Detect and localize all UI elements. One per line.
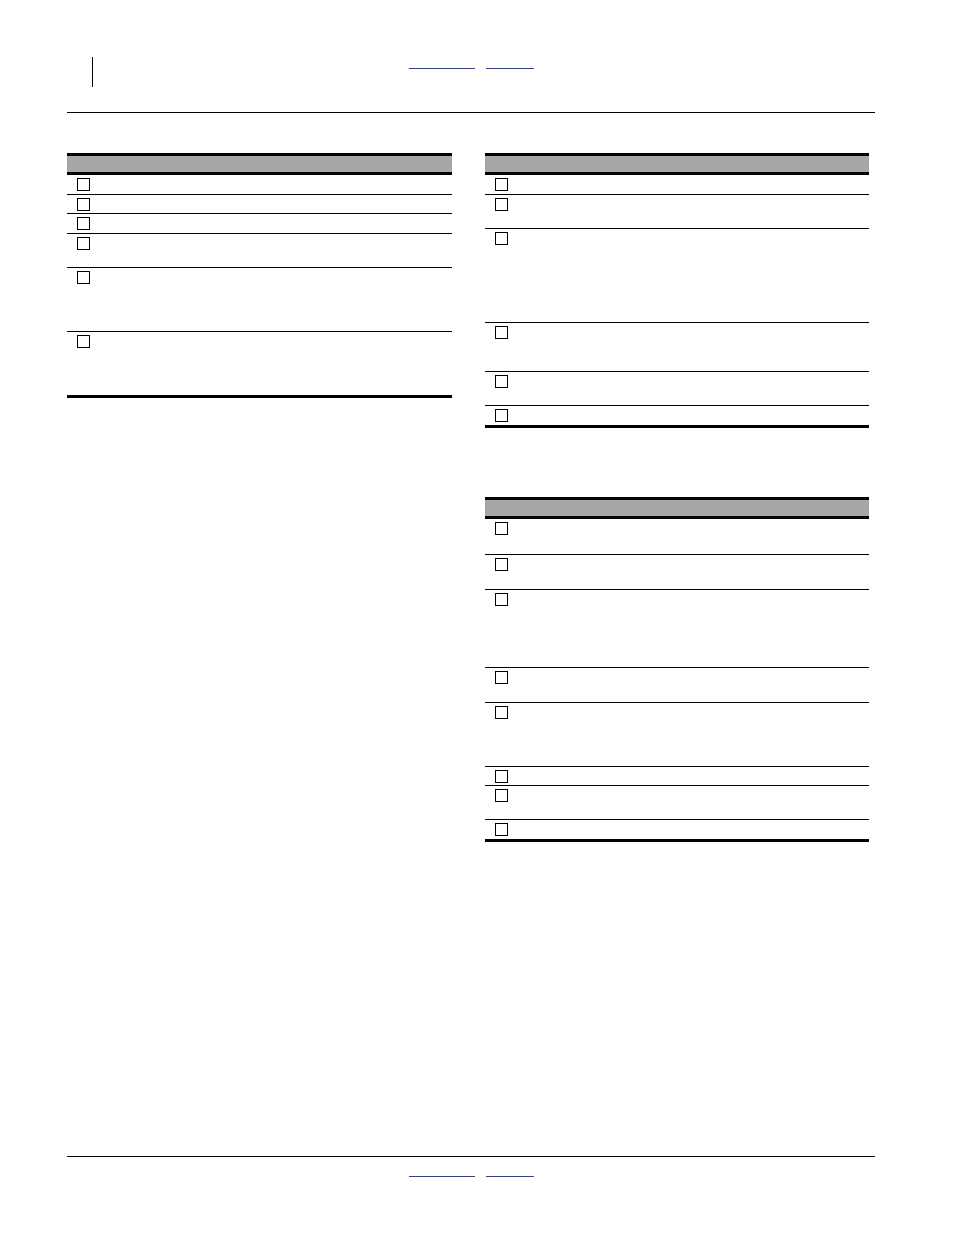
checkbox[interactable]	[495, 823, 508, 836]
checklist-item	[485, 703, 869, 767]
checklist-item	[67, 195, 452, 214]
checkbox[interactable]	[495, 522, 508, 535]
header-link-1[interactable]	[409, 68, 475, 69]
checklist-item	[485, 767, 869, 786]
checkbox[interactable]	[495, 671, 508, 684]
checklist-item	[485, 668, 869, 703]
checkbox[interactable]	[495, 375, 508, 388]
checklist-item	[67, 214, 452, 234]
checkbox[interactable]	[495, 593, 508, 606]
checklist-item	[67, 332, 452, 398]
checklist-item	[67, 268, 452, 332]
checklist-item	[485, 820, 869, 842]
checklist-item	[485, 406, 869, 428]
checklist-right-bottom	[485, 497, 869, 842]
checklist-right-top	[485, 153, 869, 428]
checklist-header	[485, 497, 869, 519]
checklist-item	[485, 175, 869, 195]
checkbox[interactable]	[77, 335, 90, 348]
checklist-item	[485, 786, 869, 820]
footer-rule	[67, 1156, 875, 1157]
checkbox[interactable]	[495, 409, 508, 422]
checkbox[interactable]	[77, 271, 90, 284]
footer-link-2[interactable]	[486, 1176, 534, 1177]
checkbox[interactable]	[495, 558, 508, 571]
checklist-item	[485, 229, 869, 323]
header-margin-bar	[92, 57, 93, 87]
checkbox[interactable]	[77, 217, 90, 230]
checkbox[interactable]	[77, 198, 90, 211]
header-rule	[67, 112, 875, 113]
checkbox[interactable]	[495, 178, 508, 191]
checklist-item	[485, 590, 869, 668]
checkbox[interactable]	[495, 198, 508, 211]
checkbox[interactable]	[495, 326, 508, 339]
checkbox[interactable]	[495, 232, 508, 245]
checkbox[interactable]	[495, 789, 508, 802]
footer-link-1[interactable]	[409, 1176, 475, 1177]
checklist-item	[67, 175, 452, 195]
checklist-left	[67, 153, 452, 398]
checkbox[interactable]	[77, 178, 90, 191]
header-link-2[interactable]	[486, 68, 534, 69]
checklist-item	[485, 519, 869, 555]
checklist-item	[485, 323, 869, 372]
checklist-item	[485, 555, 869, 590]
checklist-item	[485, 372, 869, 406]
checklist-header	[67, 153, 452, 175]
checklist-header	[485, 153, 869, 175]
checkbox[interactable]	[495, 706, 508, 719]
checklist-item	[485, 195, 869, 229]
checklist-item	[67, 234, 452, 268]
checkbox[interactable]	[77, 237, 90, 250]
checkbox[interactable]	[495, 770, 508, 783]
